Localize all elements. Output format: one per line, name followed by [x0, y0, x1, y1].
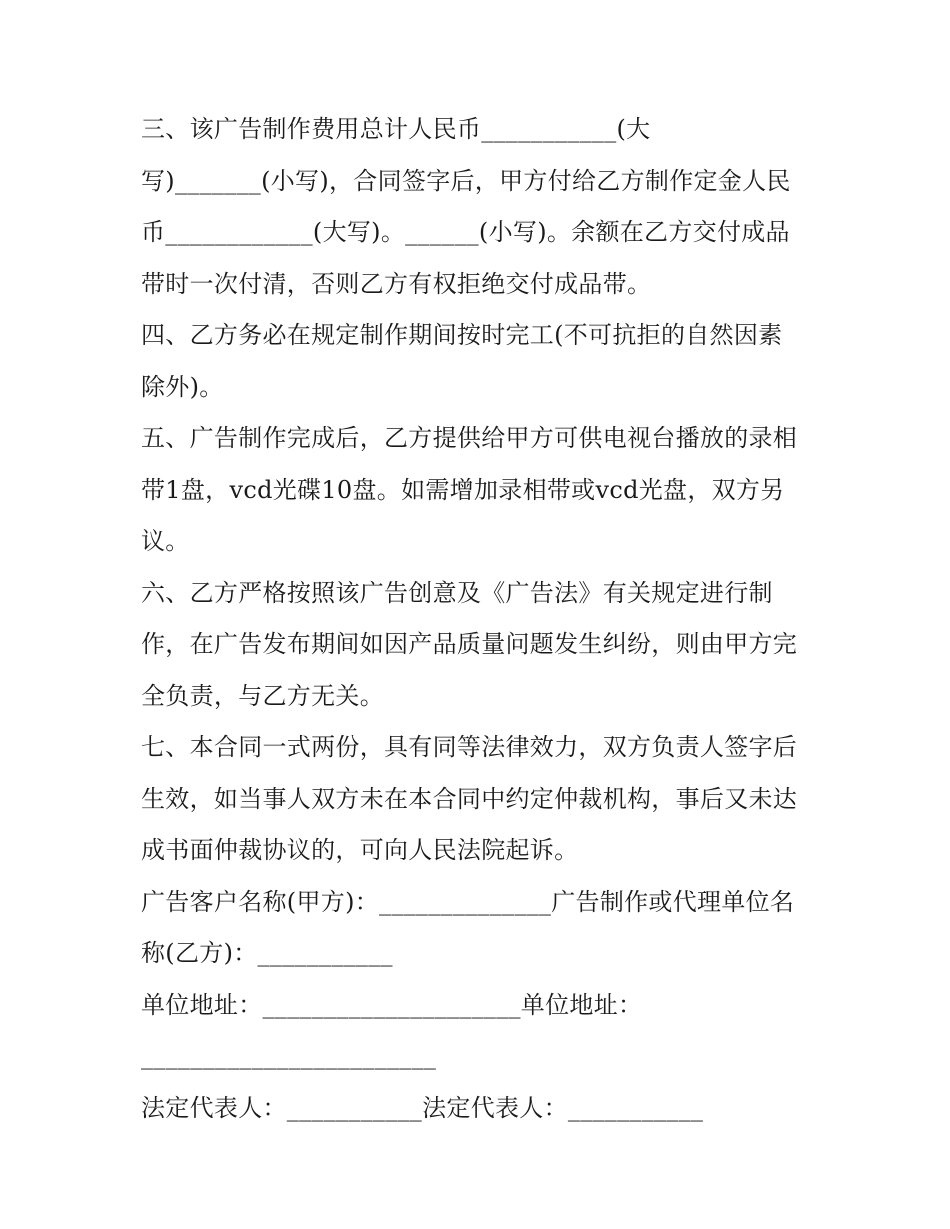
clause-7-line-1: 七、本合同一式两份，具有同等法律效力，双方负责人签字后	[141, 733, 798, 761]
clause-4-line-1: 四、乙方务必在规定制作期间按时完工(不可抗拒的自然因素	[141, 321, 783, 349]
clause-3-line-4: 带时一次付清，否则乙方有权拒绝交付成品带。	[141, 269, 652, 298]
clause-6-line-2: 作，在广告发布期间如因产品质量问题发生纠纷，则由甲方完	[141, 630, 798, 658]
contract-body	[141, 104, 821, 1134]
clause-6-line-3: 全负责，与乙方无关。	[141, 681, 384, 710]
clause-4-line-2: 除外)。	[141, 372, 224, 401]
party-names-line-2: 称(乙方)：___________	[141, 939, 393, 967]
clause-3-line-2: 写)_______(小写)，合同签字后，甲方付给乙方制作定金人民	[141, 166, 791, 195]
address-line-1: 单位地址：_____________________单位地址：	[141, 990, 643, 1019]
clause-5-line-3: 议。	[141, 527, 190, 555]
clause-5-line-1: 五、广告制作完成后，乙方提供给甲方可供电视台播放的录相	[141, 424, 798, 452]
legal-representative-line: 法定代表人：___________法定代表人：___________	[141, 1093, 704, 1122]
address-line-2: ________________________	[141, 1042, 437, 1070]
clause-7-line-2: 生效，如当事人双方未在本合同中约定仲裁机构，事后又未达	[141, 784, 798, 813]
party-names-line-1: 广告客户名称(甲方)：______________广告制作或代理单位名	[141, 887, 795, 916]
clause-6-line-1: 六、乙方严格按照该广告创意及《广告法》有关规定进行制	[141, 578, 773, 607]
clause-5-line-2: 带1盘，vcd光碟10盘。如需增加录相带或vcd光盘，双方另	[141, 475, 785, 504]
clause-7-line-3: 成书面仲裁协议的，可向人民法院起诉。	[141, 836, 579, 864]
clause-3-line-3: 币____________(大写)。______(小写)。余额在乙方交付成品	[141, 218, 790, 246]
clause-3-line-1: 三、该广告制作费用总计人民币___________(大	[141, 115, 651, 143]
